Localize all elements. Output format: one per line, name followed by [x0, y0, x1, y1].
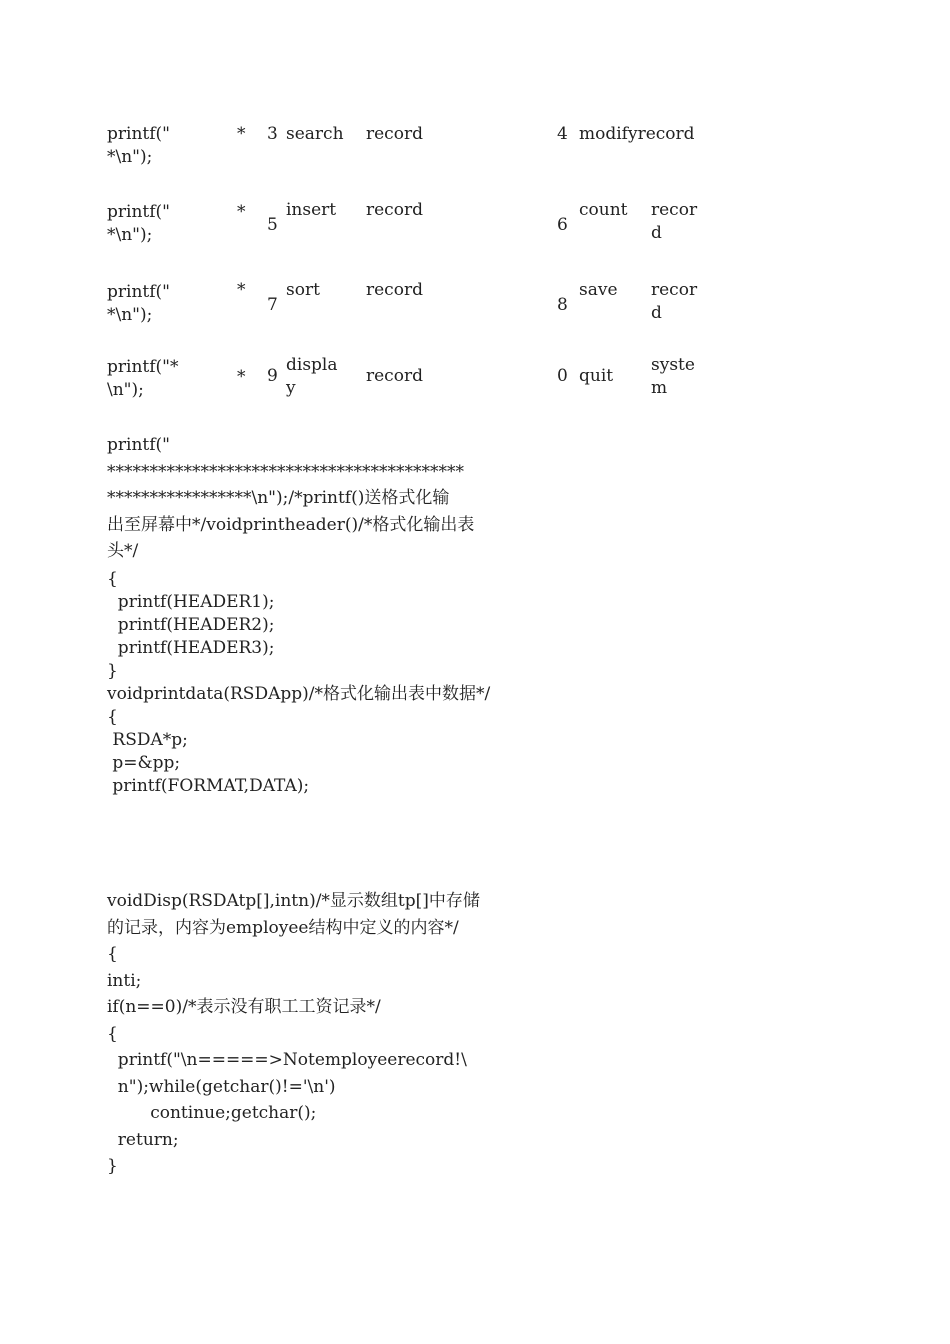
menu-word: modifyrecord — [579, 124, 695, 144]
menu-word: count — [579, 200, 628, 220]
menu-number: 7 — [267, 295, 278, 315]
code-block-printf-banner: printf(" ****************************************** *****************\n");/*printf()送格式化输 出至屏幕中*/voidprintheader()/*格式化输出表 头*/ — [107, 435, 475, 561]
menu-number: 9 — [267, 366, 278, 386]
menu-row — [107, 123, 727, 173]
menu-word: insert — [286, 200, 337, 220]
printf-statement: printf(" *\n"); — [107, 282, 170, 325]
menu-row — [107, 281, 727, 331]
menu-word: save — [579, 280, 618, 300]
menu-number: 0 — [557, 366, 568, 386]
star-mark: * — [237, 202, 246, 222]
code-block-printheader: { printf(HEADER1); printf(HEADER2); printf(HEADER3); } voidprintdata(RSDApp)/*格式化输出表中数据*/ { RSDA*p; p=&pp; printf(FORMAT,DATA); — [107, 569, 491, 796]
menu-word: search — [286, 124, 344, 144]
menu-word: recor d — [651, 200, 698, 243]
menu-number: 6 — [557, 215, 568, 235]
printf-statement: printf("* \n"); — [107, 357, 179, 400]
menu-word: sort — [286, 280, 320, 300]
menu-word: record — [366, 366, 423, 386]
code-block-disp: voidDisp(RSDAtp[],intn)/*显示数组tp[]中存储 的记录，内容为employee结构中定义的内容*/ { inti; if(n==0)/*表示没有职工工资记录*/ { printf("\n=====>Notemployeerecord!\ n");while(getchar()!='\n') continue;getchar(); return; } — [107, 891, 480, 1176]
star-mark: * — [237, 124, 246, 144]
menu-row — [107, 356, 727, 406]
printf-statement: printf(" *\n"); — [107, 124, 170, 167]
menu-word: syste m — [651, 355, 695, 398]
menu-number: 5 — [267, 215, 278, 235]
menu-number: 4 — [557, 124, 568, 144]
menu-word: displa y — [286, 355, 338, 398]
menu-word: quit — [579, 366, 614, 386]
menu-row — [107, 201, 727, 251]
menu-word: recor d — [651, 280, 698, 323]
star-mark: * — [237, 367, 246, 387]
menu-number: 3 — [267, 124, 278, 144]
star-mark: * — [237, 280, 246, 300]
menu-word: record — [366, 124, 423, 144]
menu-word: record — [366, 200, 423, 220]
menu-number: 8 — [557, 295, 568, 315]
printf-statement: printf(" *\n"); — [107, 202, 170, 245]
menu-word: record — [366, 280, 423, 300]
